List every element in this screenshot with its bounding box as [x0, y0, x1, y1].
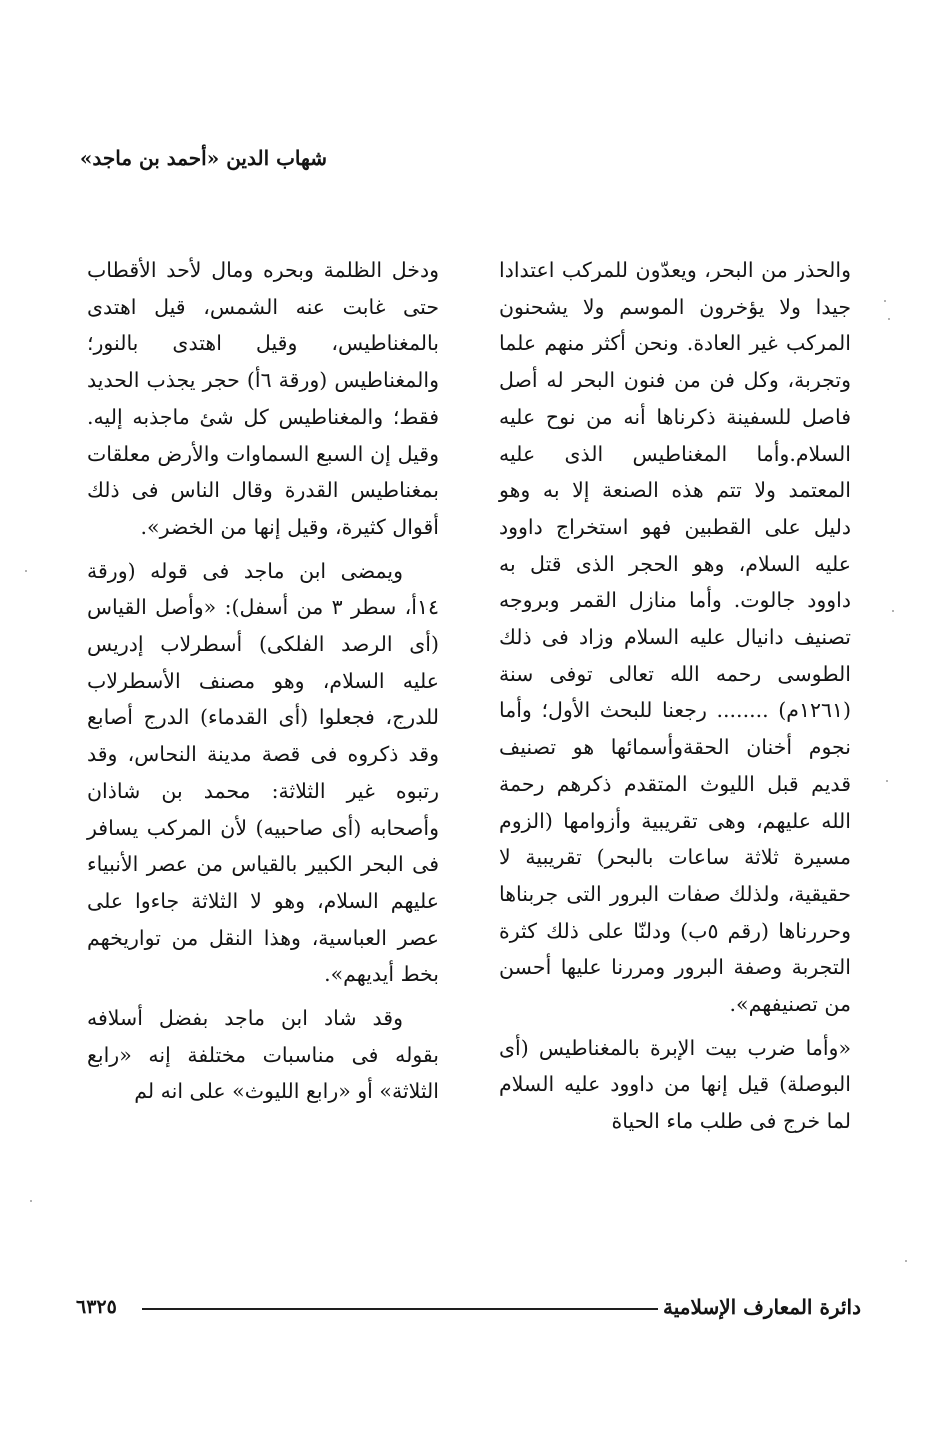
paragraph: ودخل الظلمة وبحره ومال لأحد الأقطاب حتى غابت عنه الشمس، قيل اهتدى بالمغناطيس، وقيل اهتدى بالنور؛ والمغناطيس (ورقة ٦أ) حجر يجذب الحديد فقط؛ والمغناطيس كل شئ ماجذبه إليه. وقيل إن السبع السماوات والأرض معلقات بمغناطيس القدرة وقال الناس فى ذلك أقوال كثيرة، وقيل إنها من الخضر».: [87, 258, 440, 539]
text-column-left: [87, 252, 439, 1117]
scan-speck: [892, 610, 894, 612]
paragraph: وقد شاد ابن ماجد بفضل أسلافه بقوله فى مناسبات مختلفة إنه «رابع الثلاثة» أو «رابع الليوث» على انه لم: [87, 1006, 439, 1104]
paragraph: «وأما ضرب بيت الإبرة بالمغناطيس (أى البوصلة) قيل إنها من داوود عليه السلام لما خرج فى طلب ماء الحياة: [499, 1035, 851, 1134]
text-column-right: [499, 252, 851, 1147]
paragraph: والحذر من البحر، ويعدّون للمركب اعتدادا جيدا ولا يؤخرون الموسم ولا يشحنون المركب غير العادة. ونحن أكثر منهم علما وتجربة، وكل فن من فنون البحر له أصل فاصل للسفينة ذكرناها أنه من نوح عليه السلام.وأما المغناطيس الذى عليه المعتمد ولا تتم هذه الصنعة إلا به وهو دليل على القطبين فهو استخراج داوود عليه السلام، وهو الحجر الذى قتل به داوود جالوت. وأما منازل القمر وبروجه تصنيف دانيال عليه السلام وزاد فى ذلك الطوسى رحمه الله تعالى توفى سنة (١٢٦١م) ........ رجعنا للبحث الأول؛ وأما نجوم أخنان الحقةوأسمائها هو تصنيف قديم قبل الليوث المتقدم ذكرهم رحمة الله عليهم، وهى تقريبية وأزوامها (الزوم مسيرة ثلاثة ساعات بالبحر) تقريبية لا حقيقية، ولذلك صفات البرور التى جربناها وحررناها (رقم ٥ب) ودلنّا على ذلك كثرة التجربة وصفة البرور ومررنا عليها أحسن من تصنيفهم».: [499, 258, 851, 1017]
page-number: ٦٣٢٥: [76, 1296, 117, 1318]
running-header: [0, 143, 933, 173]
scan-speck: [884, 300, 886, 302]
page-footer: [0, 1290, 933, 1324]
scan-speck: [905, 1260, 907, 1262]
paragraph: ويمضى ابن ماجد فى قوله (ورقة ١٤أ، سطر ٣ من أسفل): «وأصل القياس (أى الرصد الفلكى) أسطرلاب إدريس عليه السلام، وهو مصنف الأسطرلاب للدرج، فجعلوا (أى القدماء) الدرج أصابع وقد ذكروه فى قصة مدينة النحاس، وقد رتبوه غير الثلاثة: محمد بن شاذان وأصحابه (أى صاحبيه) لأن المركب يسافر فى البحر الكبير بالقياس من عصر الأنبياء عليهم السلام، وهو لا الثلاثة جاءوا على عصر العباسية، وهذا النقل من تواريخهم بخط أيديهم».: [87, 558, 439, 987]
scan-speck: [30, 1200, 32, 1202]
footer-journal-title: دائرة المعارف الإسلامية: [663, 1295, 861, 1319]
header-title: شهاب الدين «أحمد بن ماجد»: [79, 146, 327, 170]
scan-speck: [888, 318, 890, 320]
scan-speck: [886, 780, 888, 782]
scan-speck: [25, 570, 27, 572]
footer-divider: [142, 1308, 658, 1310]
